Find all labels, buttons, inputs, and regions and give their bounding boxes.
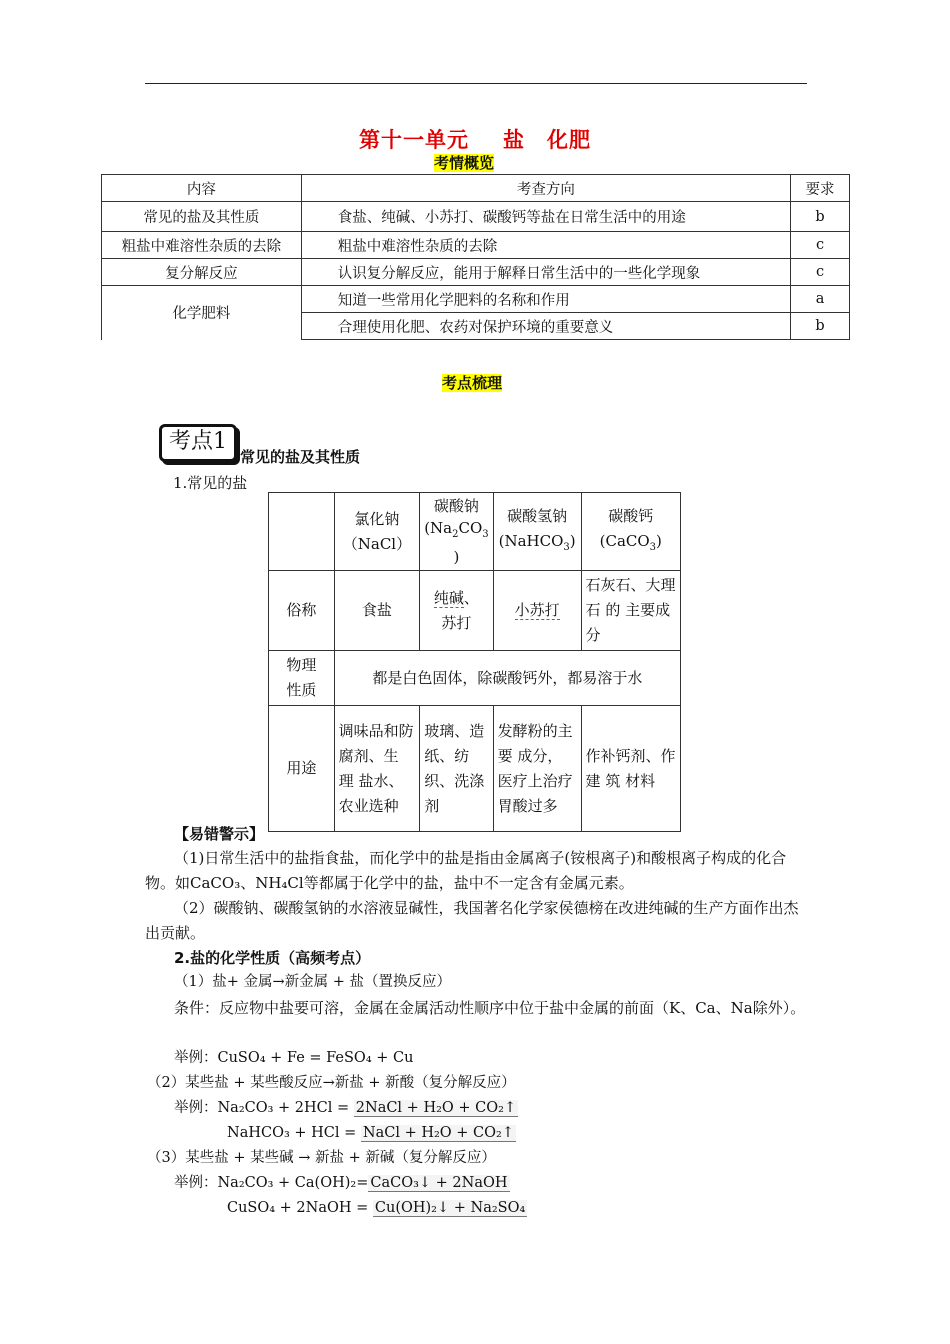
cell-content: 粗盐中难溶性杂质的去除: [102, 232, 302, 259]
title-unit: 第十一单元: [359, 128, 469, 152]
table-row: [102, 286, 850, 313]
page-title: [0, 124, 950, 154]
cell: 玻璃、造纸、纺织、洗涤剂: [420, 706, 493, 832]
table-header-row: [269, 493, 681, 571]
cell: [420, 571, 493, 651]
formula-part: ): [569, 531, 576, 550]
warning-1: （1)日常生活中的盐指食盐，而化学中的盐是指由金属离子(铵根离子)和酸根离子构成的化合物。如CaCO₃、NH₄Cl等都属于化学中的盐，盐中不一定含有金属元素。: [145, 849, 787, 892]
formula-sub: 2: [452, 529, 459, 540]
header-na2co3: [420, 493, 493, 571]
formula-part: ): [453, 548, 460, 566]
formula-sub: 3: [563, 541, 570, 553]
cell-content: 常见的盐及其性质: [102, 202, 302, 232]
cell: 发酵粉的主 要 成分，医疗上治疗胃酸过多: [493, 706, 581, 832]
cell-requirement: a: [791, 286, 850, 313]
cell-direction: 合理使用化肥、农药对保护环境的重要意义: [301, 313, 790, 340]
subheading-common-salts: 1.常见的盐: [173, 474, 248, 492]
equation-answer: Cu(OH)₂↓ + Na₂SO₄: [374, 1200, 526, 1216]
cell: [493, 571, 581, 651]
title-topic: 盐 化肥: [503, 128, 591, 152]
equation-answer: CaCO₃↓ + 2NaOH: [370, 1175, 508, 1191]
cell: 石灰石、大理 石 的 主要成分: [581, 571, 680, 651]
formula-sub: 3: [482, 529, 489, 540]
empty-cell: [269, 493, 335, 571]
row-label: 俗称: [269, 571, 335, 651]
property-2: （2）某些盐 + 某些酸反应→新盐 + 新酸（复分解反应）: [147, 1075, 516, 1091]
kaodian-badge: 考点1: [159, 424, 237, 462]
cell-direction: 认识复分解反应，能用于解释日常生活中的一些化学现象: [301, 259, 790, 286]
property-2-example-1: [174, 1096, 836, 1121]
warning-2: （2）碳酸钠、碳酸氢钠的水溶液显碱性，我国著名化学家侯德榜在改进纯碱的生产方面作出杰出贡献。: [145, 899, 799, 942]
header-content: 内容: [102, 175, 302, 202]
equation-left: 举例：Na₂CO₃ + 2HCl =: [174, 1100, 350, 1116]
salt-name: 碳酸氢钠: [507, 506, 568, 525]
formula-part: ): [656, 531, 662, 550]
equation-left: NaHCO₃ + HCl =: [227, 1125, 357, 1141]
salt-name: 碳酸钠: [433, 497, 479, 515]
subheading-chem-props: 2.盐的化学性质（高频考点）: [174, 949, 371, 967]
formula-sub: 3: [649, 541, 657, 553]
cell-requirement: c: [791, 259, 850, 286]
cell-text: 苏打: [441, 613, 472, 632]
equation-answer: 2NaCl + H₂O + CO₂↑: [355, 1100, 517, 1116]
property-1-condition: 条件：反应物中盐要可溶，金属在金属活动性顺序中位于盐中金属的前面（K、Ca、Na除外）。: [174, 999, 806, 1017]
overview-table: [101, 174, 850, 340]
cell: 都是白色固体，除碳酸钙外，都易溶于水: [334, 651, 680, 706]
cell-direction: 食盐、纯碱、小苏打、碳酸钙等盐在日常生活中的用途: [301, 202, 790, 232]
cell-text: 、: [463, 588, 479, 607]
kaodian-title: 常见的盐及其性质: [240, 448, 361, 466]
salt-formula: （NaCl）: [342, 534, 412, 553]
salt-table: [268, 492, 681, 832]
table-row: [102, 259, 850, 286]
row-label-text: 物理: [286, 656, 317, 674]
property-3: （3）某些盐 + 某些碱 → 新盐 + 新碱（复分解反应）: [147, 1150, 496, 1166]
equation-left: CuSO₄ + 2NaOH =: [227, 1200, 369, 1216]
cell: 作补钙剂、作 建 筑 材料: [581, 706, 680, 832]
cell: 食盐: [334, 571, 420, 651]
property-3-example-1: [174, 1171, 836, 1196]
equation-answer: NaCl + H₂O + CO₂↑: [362, 1125, 514, 1141]
cell-content: 复分解反应: [102, 259, 302, 286]
table-row: [269, 651, 681, 706]
salt-formula: [498, 531, 576, 553]
property-3-example-2: [227, 1196, 889, 1221]
salt-name: 碳酸钙: [608, 506, 654, 525]
cell-content: 化学肥料: [102, 286, 302, 340]
row-label: 用途: [269, 706, 335, 832]
cell: 调味品和防腐剂、生 理 盐水、农业选种: [334, 706, 420, 832]
table-row: [269, 571, 681, 651]
section-overview-heading: [434, 152, 494, 173]
section-overview-label: 考情概览: [434, 154, 495, 172]
cell-requirement: c: [791, 232, 850, 259]
salt-formula: [599, 531, 662, 553]
header-nahco3: [493, 493, 581, 571]
table-header-row: [102, 175, 850, 202]
header-direction: 考查方向: [301, 175, 790, 202]
answer-blank: 纯碱: [433, 588, 464, 607]
formula-part: (CaCO: [599, 531, 650, 550]
row-label-text: 性质: [286, 681, 317, 699]
cell-requirement: b: [791, 202, 850, 232]
header-caco3: [581, 493, 680, 571]
property-2-example-2: [227, 1121, 889, 1146]
header-requirement: 要求: [791, 175, 850, 202]
row-label: [269, 651, 335, 706]
property-1: （1）盐+ 金属→新金属 + 盐（置换反应）: [174, 974, 451, 990]
property-1-example: 举例：CuSO₄ + Fe = FeSO₄ + Cu: [174, 1050, 414, 1066]
salt-formula: [424, 519, 488, 566]
header-rule: [145, 83, 807, 84]
warning-title: 【易错警示】: [174, 825, 265, 843]
table-row: [269, 706, 681, 832]
cell-direction: 粗盐中难溶性杂质的去除: [301, 232, 790, 259]
header-nacl: [334, 493, 420, 571]
formula-part: (NaHCO: [498, 531, 564, 550]
salt-name: 氯化钠: [354, 509, 400, 528]
table-row: [102, 202, 850, 232]
section-points-heading: [442, 372, 502, 393]
cell-direction: 知道一些常用化学肥料的名称和作用: [301, 286, 790, 313]
formula-part: (Na: [424, 519, 453, 537]
formula-part: CO: [458, 519, 483, 537]
cell-requirement: b: [791, 313, 850, 340]
answer-blank: 小苏打: [514, 601, 560, 619]
equation-left: 举例：Na₂CO₃ + Ca(OH)₂=: [174, 1175, 369, 1191]
section-points-label: 考点梳理: [442, 374, 503, 392]
table-row: [102, 232, 850, 259]
